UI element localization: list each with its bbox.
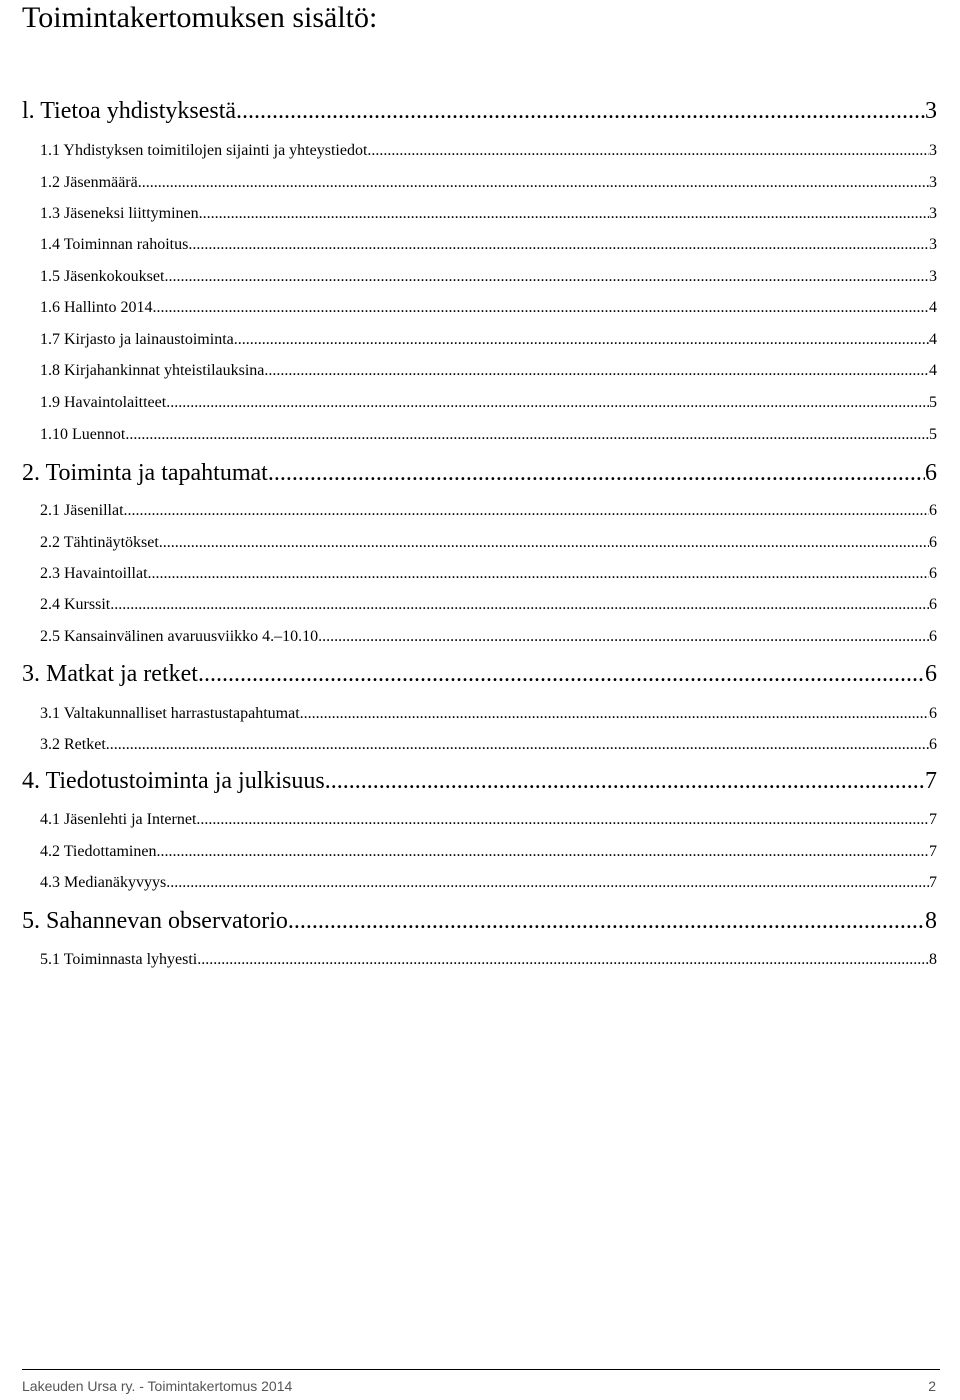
toc-dot-leader	[198, 659, 925, 689]
toc-entry-label: 3.1 Valtakunnalliset harrastustapahtumat	[40, 705, 300, 722]
toc-page-number: 6	[925, 460, 937, 486]
toc-dot-leader	[124, 500, 929, 522]
toc-entry[interactable]	[22, 906, 937, 936]
toc-entry-label: 4. Tiedotustoiminta ja julkisuus	[22, 768, 325, 794]
toc-dot-leader	[188, 234, 929, 256]
toc-page-number: 3	[929, 142, 937, 159]
toc-dot-leader	[110, 594, 929, 616]
toc-entry[interactable]	[40, 500, 937, 522]
toc-page-number: 4	[929, 299, 937, 316]
toc-entry-label: 2.2 Tähtinäytökset	[40, 534, 159, 551]
toc-dot-leader	[264, 360, 929, 382]
toc-entry-label: 1.7 Kirjasto ja lainaustoiminta	[40, 331, 234, 348]
toc-dot-leader	[106, 734, 929, 756]
toc-page-number: 6	[929, 534, 937, 551]
toc-page-number: 4	[929, 362, 937, 379]
toc-entry[interactable]	[40, 809, 937, 831]
toc-dot-leader	[236, 96, 925, 126]
footer-divider	[22, 1369, 940, 1370]
toc-dot-leader	[138, 172, 929, 194]
toc-dot-leader	[159, 532, 929, 554]
toc-page-number: 3	[925, 98, 937, 124]
toc-entry[interactable]	[40, 360, 937, 382]
toc-dot-leader	[268, 458, 925, 488]
toc-page-number: 8	[929, 951, 937, 968]
toc-page-number: 6	[929, 736, 937, 753]
toc-entry[interactable]	[40, 424, 937, 446]
toc-entry-label: 2.4 Kurssit	[40, 596, 111, 613]
toc-dot-leader	[197, 949, 929, 971]
toc-entry[interactable]	[40, 703, 937, 725]
toc-entry-label: 2.5 Kansainvälinen avaruusviikko 4.–10.10.	[40, 628, 323, 645]
toc-page-number: 7	[929, 874, 937, 891]
toc-dot-leader	[125, 424, 929, 446]
toc-dot-leader	[300, 703, 929, 725]
footer-text: Lakeuden Ursa ry. - Toimintakertomus 2014	[22, 1378, 293, 1394]
toc-entry-label: 1.3 Jäseneksi liittyminen	[40, 205, 199, 222]
toc-entry-label: 3.2 Retket	[40, 736, 106, 753]
toc-entry-label: 1.5 Jäsenkokoukset	[40, 268, 165, 285]
toc-page-number: 6	[929, 565, 937, 582]
toc-entry[interactable]	[40, 626, 937, 648]
toc-entry-label: 4.2 Tiedottaminen	[40, 843, 157, 860]
toc-entry-label: 1.1 Yhdistyksen toimitilojen sijainti ja yhteystiedot	[40, 142, 368, 159]
toc-entry[interactable]	[22, 96, 937, 126]
toc-page-number: 6	[929, 502, 937, 519]
toc-entry[interactable]	[22, 659, 937, 689]
toc-dot-leader	[322, 626, 929, 648]
page-title: Toimintakertomuksen sisältö:	[22, 1, 378, 34]
toc-entry-label: 1.10 Luennot	[40, 426, 126, 443]
toc-page-number: 5	[929, 394, 937, 411]
toc-entry[interactable]	[40, 949, 937, 971]
toc-dot-leader	[152, 297, 929, 319]
toc-page-number: 3	[929, 174, 937, 191]
toc-dot-leader	[367, 140, 929, 162]
toc-entry-label: 2. Toiminta ja tapahtumat	[22, 460, 268, 486]
toc-dot-leader	[196, 809, 929, 831]
toc-page-number: 6	[925, 661, 937, 687]
toc-entry-label: 1.4 Toiminnan rahoitus	[40, 236, 189, 253]
toc-dot-leader	[325, 766, 925, 796]
toc-entry[interactable]	[40, 140, 937, 162]
toc-page-number: 7	[929, 843, 937, 860]
toc-entry-label: 2.3 Havaintoillat	[40, 565, 148, 582]
toc-entry[interactable]	[40, 203, 937, 225]
toc-entry-label: l. Tietoa yhdistyksestä	[22, 98, 237, 124]
toc-dot-leader	[148, 563, 929, 585]
toc-entry[interactable]	[40, 234, 937, 256]
toc-entry-label: 1.2 Jäsenmäärä	[40, 174, 138, 191]
toc-entry-label: 5. Sahannevan observatorio	[22, 908, 288, 934]
toc-entry[interactable]	[40, 594, 937, 616]
toc-page-number: 4	[929, 331, 937, 348]
toc-entry[interactable]	[40, 563, 937, 585]
toc-page-number: 7	[925, 768, 937, 794]
toc-dot-leader	[288, 906, 925, 936]
toc-entry-label: 2.1 Jäsenillat	[40, 502, 124, 519]
toc-page-number: 3	[929, 205, 937, 222]
toc-dot-leader	[164, 266, 929, 288]
toc-entry[interactable]	[40, 392, 937, 414]
toc-page-number: 6	[929, 628, 937, 645]
toc-entry[interactable]	[40, 172, 937, 194]
toc-entry[interactable]	[40, 734, 937, 756]
toc-entry[interactable]	[22, 766, 937, 796]
toc-entry-label: 1.9 Havaintolaitteet	[40, 394, 167, 411]
toc-page-number: 6	[929, 596, 937, 613]
toc-entry[interactable]	[40, 329, 937, 351]
toc-entry[interactable]	[40, 532, 937, 554]
toc-page-number: 8	[925, 908, 937, 934]
toc-entry[interactable]	[22, 458, 937, 488]
toc-entry[interactable]	[40, 297, 937, 319]
toc-dot-leader	[166, 872, 929, 894]
toc-page-number: 6	[929, 705, 937, 722]
toc-page-number: 3	[929, 268, 937, 285]
toc-entry-label: 5.1 Toiminnasta lyhyesti	[40, 951, 198, 968]
footer-page-number: 2	[928, 1378, 936, 1394]
toc-dot-leader	[199, 203, 929, 225]
toc-entry[interactable]	[40, 841, 937, 863]
toc-entry[interactable]	[40, 266, 937, 288]
toc-entry-label: 1.6 Hallinto 2014	[40, 299, 153, 316]
toc-page-number: 3	[929, 236, 937, 253]
toc-entry-label: 4.1 Jäsenlehti ja Internet	[40, 811, 197, 828]
toc-dot-leader	[166, 392, 929, 414]
toc-dot-leader	[234, 329, 929, 351]
toc-entry-label: 4.3 Medianäkyvyys	[40, 874, 167, 891]
toc-page-number: 7	[929, 811, 937, 828]
toc-entry-label: 3. Matkat ja retket	[22, 661, 198, 687]
toc-page-number: 5	[929, 426, 937, 443]
toc-entry-label: 1.8 Kirjahankinnat yhteistilauksina	[40, 362, 265, 379]
toc-entry[interactable]	[40, 872, 937, 894]
toc-dot-leader	[156, 841, 929, 863]
